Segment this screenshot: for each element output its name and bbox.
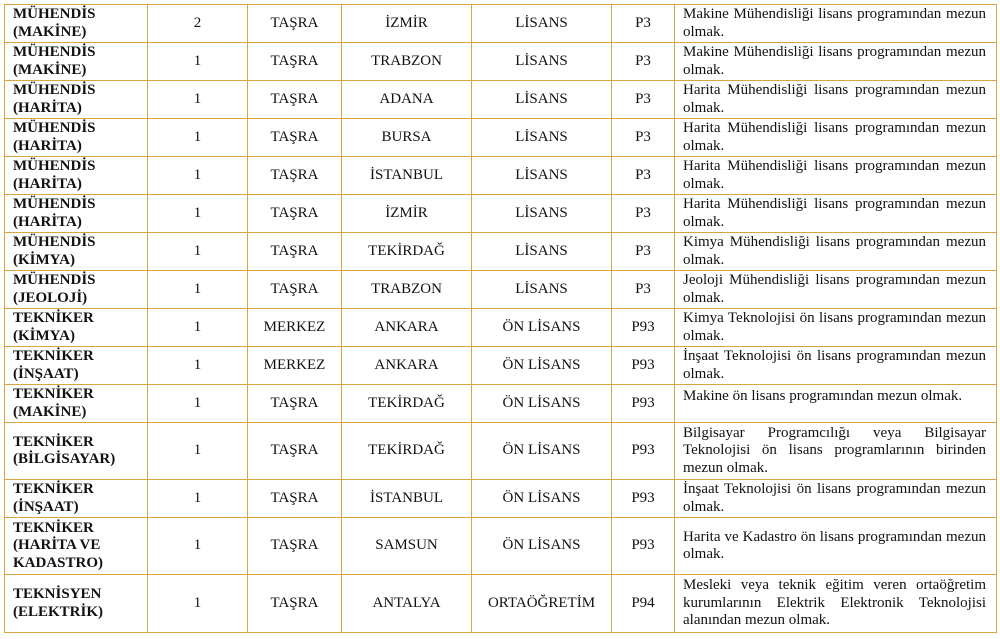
requirement-text: İnşaat Teknolojisi ön lisans programından mezun olmak. [675,347,997,385]
score-type: P3 [612,119,675,157]
score-type: P3 [612,5,675,43]
education-level: ORTAÖĞRETİM [472,575,612,633]
table-row [5,5,997,43]
education-level: LİSANS [472,81,612,119]
position-title: TEKNİKER (MAKİNE) [5,385,148,423]
position-title: MÜHENDİS (HARİTA) [5,157,148,195]
table-row [5,119,997,157]
position-title: MÜHENDİS (MAKİNE) [5,43,148,81]
score-type: P93 [612,347,675,385]
score-type: P3 [612,195,675,233]
city-name: İSTANBUL [342,157,472,195]
quota-count: 1 [148,119,248,157]
location-type: TAŞRA [248,43,342,81]
education-level: LİSANS [472,271,612,309]
city-name: TEKİRDAĞ [342,233,472,271]
quota-count: 1 [148,195,248,233]
position-title: TEKNİKER (İNŞAAT) [5,480,148,518]
education-level: LİSANS [472,5,612,43]
score-type: P3 [612,271,675,309]
requirement-text: Kimya Mühendisliği lisans programından mezun olmak. [675,233,997,271]
location-type: MERKEZ [248,347,342,385]
score-type: P93 [612,309,675,347]
score-type: P93 [612,385,675,423]
table-row [5,271,997,309]
location-type: TAŞRA [248,195,342,233]
score-type: P93 [612,423,675,480]
location-type: TAŞRA [248,81,342,119]
city-name: TRABZON [342,43,472,81]
position-title: MÜHENDİS (HARİTA) [5,195,148,233]
education-level: LİSANS [472,119,612,157]
quota-count: 1 [148,43,248,81]
education-level: ÖN LİSANS [472,309,612,347]
quota-count: 1 [148,309,248,347]
city-name: SAMSUN [342,518,472,575]
quota-count: 1 [148,271,248,309]
position-title: MÜHENDİS (KİMYA) [5,233,148,271]
city-name: BURSA [342,119,472,157]
score-type: P3 [612,43,675,81]
requirement-text: Mesleki veya teknik eğitim veren ortaöğretim kurumlarının Elektrik Elektronik Teknolojisi alanından mezun olmak. [675,575,997,633]
city-name: TEKİRDAĞ [342,423,472,480]
table-row [5,233,997,271]
quota-count: 1 [148,518,248,575]
quota-count: 1 [148,81,248,119]
table-row [5,518,997,575]
table-row [5,195,997,233]
quota-count: 1 [148,423,248,480]
city-name: TRABZON [342,271,472,309]
table-row [5,347,997,385]
table-row [5,480,997,518]
score-type: P3 [612,81,675,119]
location-type: TAŞRA [248,423,342,480]
position-title: TEKNİSYEN (ELEKTRİK) [5,575,148,633]
requirement-text: Kimya Teknolojisi ön lisans programından mezun olmak. [675,309,997,347]
location-type: MERKEZ [248,309,342,347]
position-title: TEKNİKER (KİMYA) [5,309,148,347]
location-type: TAŞRA [248,385,342,423]
score-type: P93 [612,518,675,575]
requirement-text: Harita ve Kadastro ön lisans programından mezun olmak. [675,518,997,575]
table-row [5,385,997,423]
requirement-text: Harita Mühendisliği lisans programından mezun olmak. [675,195,997,233]
score-type: P3 [612,233,675,271]
position-title: TEKNİKER (İNŞAAT) [5,347,148,385]
location-type: TAŞRA [248,157,342,195]
requirement-text: Harita Mühendisliği lisans programından mezun olmak. [675,157,997,195]
city-name: TEKİRDAĞ [342,385,472,423]
education-level: ÖN LİSANS [472,480,612,518]
city-name: ANKARA [342,347,472,385]
education-level: LİSANS [472,195,612,233]
location-type: TAŞRA [248,233,342,271]
education-level: LİSANS [472,157,612,195]
requirement-text: Bilgisayar Programcılığı veya Bilgisayar Teknolojisi ön lisans programlarının birinden mezun olmak. [675,423,997,480]
requirement-text: Harita Mühendisliği lisans programından mezun olmak. [675,119,997,157]
city-name: İZMİR [342,195,472,233]
position-title: MÜHENDİS (MAKİNE) [5,5,148,43]
city-name: İSTANBUL [342,480,472,518]
requirement-text: Harita Mühendisliği lisans programından mezun olmak. [675,81,997,119]
position-title: TEKNİKER (BİLGİSAYAR) [5,423,148,480]
quota-count: 1 [148,157,248,195]
city-name: ANTALYA [342,575,472,633]
quota-count: 1 [148,575,248,633]
position-title: MÜHENDİS (JEOLOJİ) [5,271,148,309]
requirement-text: Makine Mühendisliği lisans programından mezun olmak. [675,5,997,43]
education-level: ÖN LİSANS [472,385,612,423]
quota-count: 2 [148,5,248,43]
table-row [5,423,997,480]
location-type: TAŞRA [248,575,342,633]
position-title: MÜHENDİS (HARİTA) [5,119,148,157]
score-type: P94 [612,575,675,633]
score-type: P93 [612,480,675,518]
table-row [5,43,997,81]
location-type: TAŞRA [248,271,342,309]
education-level: ÖN LİSANS [472,423,612,480]
education-level: LİSANS [472,43,612,81]
quota-count: 1 [148,480,248,518]
positions-table [4,4,997,633]
education-level: LİSANS [472,233,612,271]
location-type: TAŞRA [248,5,342,43]
position-title: MÜHENDİS (HARİTA) [5,81,148,119]
education-level: ÖN LİSANS [472,518,612,575]
education-level: ÖN LİSANS [472,347,612,385]
requirement-text: İnşaat Teknolojisi ön lisans programından mezun olmak. [675,480,997,518]
location-type: TAŞRA [248,119,342,157]
table-row [5,81,997,119]
table-row [5,157,997,195]
city-name: İZMİR [342,5,472,43]
requirement-text: Makine ön lisans programından mezun olmak. [675,385,997,423]
position-title: TEKNİKER (HARİTA VE KADASTRO) [5,518,148,575]
city-name: ADANA [342,81,472,119]
quota-count: 1 [148,385,248,423]
location-type: TAŞRA [248,480,342,518]
requirement-text: Makine Mühendisliği lisans programından mezun olmak. [675,43,997,81]
table-row [5,575,997,633]
table-row [5,309,997,347]
score-type: P3 [612,157,675,195]
quota-count: 1 [148,347,248,385]
location-type: TAŞRA [248,518,342,575]
quota-count: 1 [148,233,248,271]
requirement-text: Jeoloji Mühendisliği lisans programından mezun olmak. [675,271,997,309]
city-name: ANKARA [342,309,472,347]
